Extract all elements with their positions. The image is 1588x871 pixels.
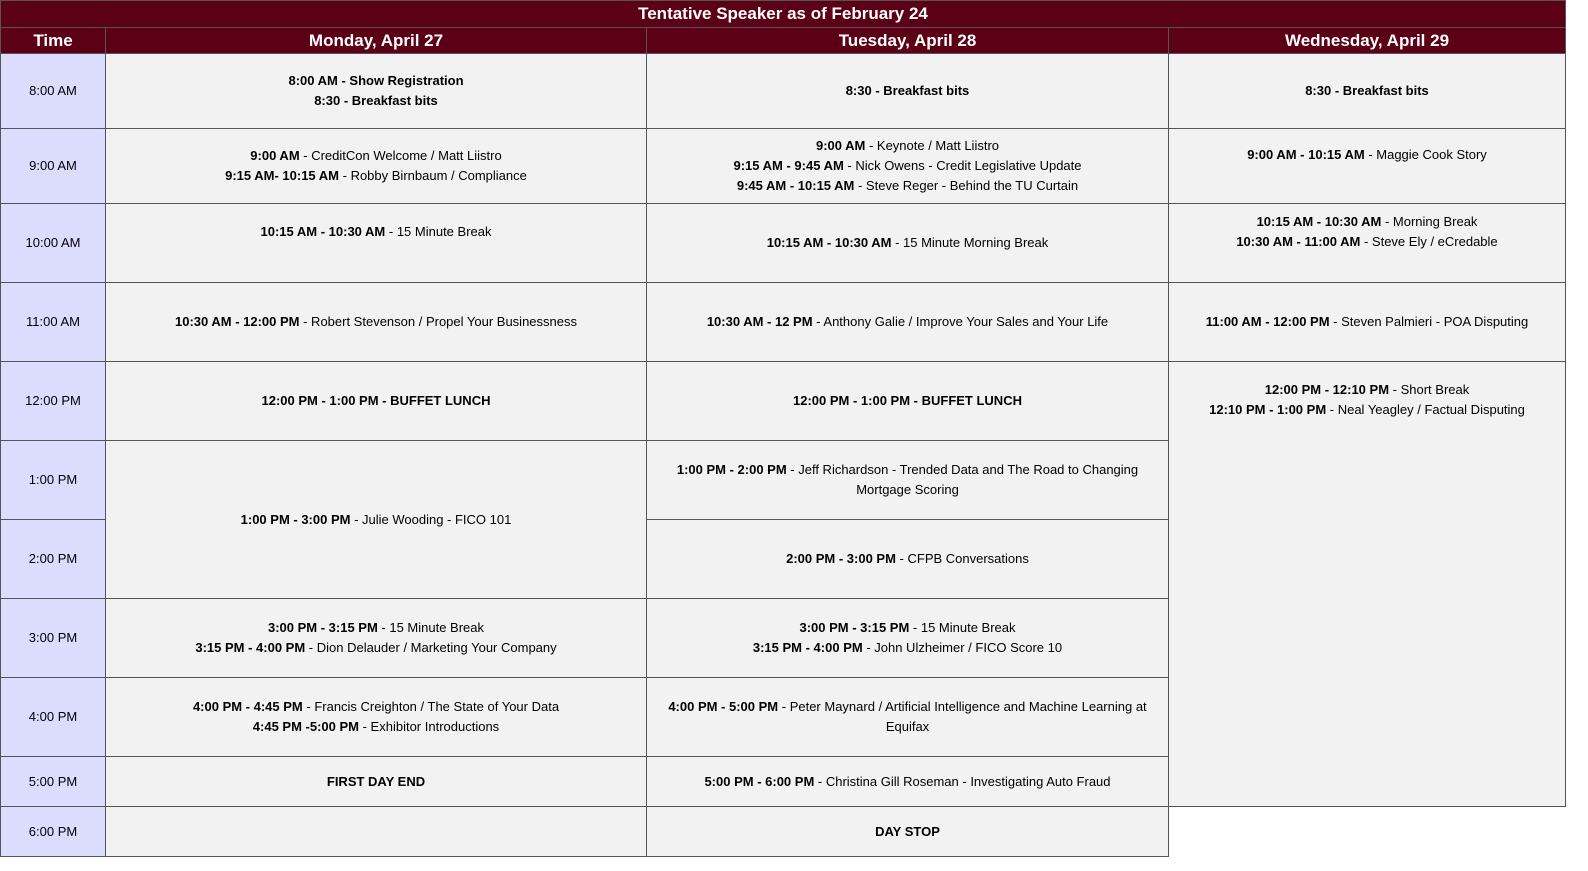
monday-cell (106, 441, 647, 599)
session-title: - Dion Delauder / Marketing Your Company (305, 640, 557, 655)
session-title: - Short Break (1389, 382, 1470, 397)
wednesday-cell (1169, 54, 1566, 129)
session-time: 8:30 (314, 93, 341, 108)
session-line (1257, 212, 1478, 232)
session-title: - John Ulzheimer / FICO Score 10 (862, 640, 1063, 655)
session-time: 10:15 AM - 10:30 AM (260, 224, 386, 239)
time-slot: 1:00 PM (0, 441, 106, 520)
session-title: - Steve Ely / eCredable (1360, 234, 1498, 249)
time-slot: 10:00 AM (0, 204, 106, 283)
session-title: - Maggie Cook Story (1364, 147, 1487, 162)
tuesday-cell (647, 129, 1169, 204)
session-line (886, 717, 929, 737)
session-time: 9:45 AM - 10:15 AM (736, 178, 855, 193)
tuesday-cell (647, 807, 1169, 857)
session-title: - Steve Reger - Behind the TU Curtain (854, 178, 1079, 193)
session-line (846, 81, 970, 101)
tuesday-cell (647, 678, 1169, 757)
session-line (1206, 312, 1529, 332)
session-title: Equifax (885, 719, 930, 734)
session-title: Mortgage Scoring (856, 482, 959, 497)
session-time: 9:15 AM- 10:15 AM (225, 168, 340, 183)
session-title: - Morning Break (1381, 214, 1478, 229)
monday-cell (106, 54, 647, 129)
session-time: FIRST DAY END (326, 773, 426, 789)
session-time: 3:15 PM - 4:00 PM (195, 640, 306, 655)
session-title: - Peter Maynard / Artificial Intelligence and Machine Learning at (778, 699, 1147, 714)
header-monday: Monday, April 27 (106, 28, 647, 54)
time-slot: 4:00 PM (0, 678, 106, 757)
session-time: 5:00 PM - 6:00 PM (704, 773, 815, 789)
session-line (677, 460, 1138, 480)
time-slot: 3:00 PM (0, 599, 106, 678)
session-line (707, 312, 1108, 332)
tuesday-cell (647, 757, 1169, 807)
session-title: - Keynote / Matt Liistro (865, 138, 1000, 153)
session-line (1265, 380, 1469, 400)
session-line (816, 136, 999, 156)
tuesday-cell (647, 441, 1169, 520)
session-line (175, 312, 577, 332)
tuesday-cell (647, 204, 1169, 283)
session-title: - 15 Minute Break (377, 620, 485, 635)
session-time: 8:30 (1305, 83, 1332, 98)
session-title: - Jeff Richardson - Trended Data and The Road to Changing (786, 462, 1139, 477)
tuesday-cell (647, 54, 1169, 129)
session-title: - Steven Palmieri - POA Disputing (1329, 314, 1529, 329)
monday-cell (106, 204, 647, 283)
session-line (268, 618, 484, 638)
session-time: 12:00 PM - 12:10 PM (1264, 382, 1390, 397)
session-title: - CFPB Conversations (895, 551, 1029, 566)
session-time: 10:15 AM - 10:30 AM (1256, 214, 1382, 229)
session-time: 10:30 AM - 11:00 AM (1236, 234, 1361, 249)
session-title: - 15 Minute Break (909, 620, 1016, 635)
wednesday-cell (1169, 362, 1566, 807)
time-slot: 6:00 PM (0, 807, 106, 857)
session-time: 1:00 PM - 2:00 PM (676, 462, 787, 477)
session-title: - Robby Birnbaum / Compliance (339, 168, 527, 183)
session-time: 9:00 AM (815, 138, 866, 153)
session-line (314, 91, 438, 111)
wednesday-cell (1169, 283, 1566, 362)
session-time: 3:15 PM - 4:00 PM (752, 640, 863, 655)
session-line (327, 772, 425, 792)
session-time: 4:45 PM -5:00 PM (252, 719, 359, 734)
session-line (753, 638, 1062, 658)
session-line (262, 391, 491, 411)
session-time: 9:00 AM (250, 148, 300, 163)
session-title: - Julie Wooding - FICO 101 (350, 511, 512, 527)
session-time: 3:00 PM - 3:15 PM (799, 620, 910, 635)
session-line (225, 166, 527, 186)
header-tuesday: Tuesday, April 28 (647, 28, 1169, 54)
session-line (253, 717, 499, 737)
session-title: - Neal Yeagley / Factual Disputing (1326, 402, 1525, 417)
session-line (1209, 400, 1525, 420)
session-time: 12:00 PM - 1:00 PM (793, 393, 911, 408)
session-line (734, 156, 1082, 176)
time-slot: 8:00 AM (0, 54, 106, 129)
session-line (737, 176, 1078, 196)
monday-cell (106, 283, 647, 362)
session-line (767, 233, 1049, 253)
session-time: 2:00 PM - 3:00 PM (786, 551, 896, 566)
time-slot: 12:00 PM (0, 362, 106, 441)
session-line (241, 510, 512, 530)
monday-cell (106, 807, 647, 857)
session-line (1236, 232, 1497, 252)
session-title: - Breakfast bits (1331, 83, 1429, 98)
session-line (195, 638, 556, 658)
session-time: 8:00 AM (288, 73, 338, 88)
tuesday-cell (647, 362, 1169, 441)
header-time: Time (0, 28, 106, 54)
session-time: 9:15 AM - 9:45 AM (733, 158, 844, 173)
tuesday-cell (647, 283, 1169, 362)
time-slot: 2:00 PM (0, 520, 106, 599)
session-time: 12:00 PM - 1:00 PM (261, 393, 379, 408)
session-time: 1:00 PM - 3:00 PM (240, 511, 351, 527)
table-title: Tentative Speaker as of February 24 (0, 0, 1566, 28)
session-title: - Breakfast bits (871, 83, 970, 98)
session-time: 10:30 AM - 12:00 PM (174, 314, 300, 329)
time-slot: 11:00 AM (0, 283, 106, 362)
tuesday-cell (647, 520, 1169, 599)
session-line (1247, 145, 1487, 165)
session-line (261, 222, 492, 242)
session-line (288, 71, 463, 91)
session-line (668, 697, 1146, 717)
monday-cell (106, 757, 647, 807)
session-title: - Francis Creighton / The State of Your Data (302, 699, 560, 714)
session-line (1305, 81, 1429, 101)
time-slot: 9:00 AM (0, 129, 106, 204)
session-time: 3:00 PM - 3:15 PM (267, 620, 378, 635)
session-line (875, 822, 940, 842)
monday-cell (106, 129, 647, 204)
session-title: - Breakfast bits (340, 93, 438, 108)
session-time: 12:10 PM - 1:00 PM (1209, 402, 1327, 417)
time-slot: 5:00 PM (0, 757, 106, 807)
session-line (793, 391, 1022, 411)
session-time: 10:15 AM - 10:30 AM (766, 235, 892, 250)
session-title: - BUFFET LUNCH (910, 393, 1022, 408)
session-line (250, 146, 501, 166)
tuesday-cell (647, 599, 1169, 678)
wednesday-cell (1169, 129, 1566, 204)
session-line (786, 549, 1029, 569)
session-title: - Robert Stevenson / Propel Your Businessness (299, 314, 577, 329)
wednesday-cell (1169, 204, 1566, 283)
session-title: - Anthony Galie / Improve Your Sales and Your Life (812, 314, 1109, 329)
session-time: DAY STOP (875, 823, 940, 839)
monday-cell (106, 678, 647, 757)
session-title: - Nick Owens - Credit Legislative Update (843, 158, 1082, 173)
session-title: - 15 Minute Morning Break (891, 235, 1049, 250)
monday-cell (106, 362, 647, 441)
session-title: - BUFFET LUNCH (378, 393, 491, 408)
session-title: - Exhibitor Introductions (359, 719, 500, 734)
session-line (799, 618, 1015, 638)
session-title: - CreditCon Welcome / Matt Liistro (299, 148, 502, 163)
header-wednesday: Wednesday, April 29 (1169, 28, 1566, 54)
session-line (704, 772, 1110, 792)
session-time: 9:00 AM - 10:15 AM (1247, 147, 1365, 162)
session-title: - 15 Minute Break (385, 224, 492, 239)
session-time: 11:00 AM - 12:00 PM (1205, 314, 1330, 329)
session-time: 4:00 PM - 5:00 PM (668, 699, 779, 714)
session-time: 8:30 (845, 83, 872, 98)
session-title: - Show Registration (337, 73, 464, 88)
session-time: 4:00 PM - 4:45 PM (192, 699, 303, 714)
session-time: 10:30 AM - 12 PM (706, 314, 813, 329)
session-line (193, 697, 559, 717)
session-title: - Christina Gill Roseman - Investigating Auto Fraud (814, 773, 1111, 789)
monday-cell (106, 599, 647, 678)
session-line (856, 480, 959, 500)
